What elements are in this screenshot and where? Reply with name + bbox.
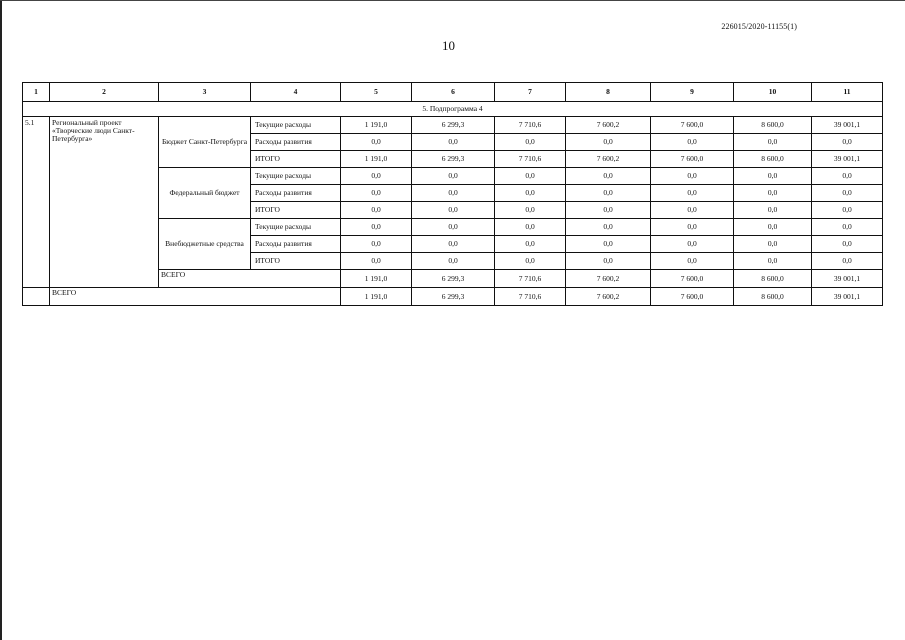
value-cell: 0,0 bbox=[412, 219, 495, 236]
value-cell: 0,0 bbox=[341, 219, 412, 236]
value-cell: 8 600,0 bbox=[734, 288, 812, 306]
value-cell: 0,0 bbox=[812, 219, 883, 236]
page-number: 10 bbox=[442, 38, 455, 53]
value-cell: 0,0 bbox=[495, 168, 566, 185]
column-header: 4 bbox=[251, 83, 341, 102]
value-cell: 0,0 bbox=[412, 253, 495, 270]
value-cell: 0,0 bbox=[651, 219, 734, 236]
value-cell: 39 001,1 bbox=[812, 288, 883, 306]
value-cell: 0,0 bbox=[566, 134, 651, 151]
section-row bbox=[23, 102, 883, 117]
value-cell: 6 299,3 bbox=[412, 270, 495, 288]
value-cell: 6 299,3 bbox=[412, 151, 495, 168]
value-cell: 0,0 bbox=[651, 134, 734, 151]
value-cell: 0,0 bbox=[651, 185, 734, 202]
expense-type-label: Расходы развития bbox=[251, 236, 341, 253]
expense-type-label: Текущие расходы bbox=[251, 168, 341, 185]
value-cell: 0,0 bbox=[341, 253, 412, 270]
column-header: 11 bbox=[812, 83, 883, 102]
value-cell: 0,0 bbox=[412, 185, 495, 202]
column-header: 8 bbox=[566, 83, 651, 102]
value-cell: 7 710,6 bbox=[495, 288, 566, 306]
value-cell: 0,0 bbox=[495, 185, 566, 202]
expense-type-label: ИТОГО bbox=[251, 151, 341, 168]
value-cell: 0,0 bbox=[566, 236, 651, 253]
column-header: 7 bbox=[495, 83, 566, 102]
value-cell: 7 600,0 bbox=[651, 117, 734, 134]
project-total-label: ВСЕГО bbox=[159, 270, 341, 288]
value-cell: 0,0 bbox=[341, 236, 412, 253]
value-cell: 0,0 bbox=[412, 236, 495, 253]
budget-table bbox=[22, 82, 883, 306]
value-cell: 8 600,0 bbox=[734, 270, 812, 288]
value-cell: 8 600,0 bbox=[734, 151, 812, 168]
value-cell: 0,0 bbox=[566, 168, 651, 185]
expense-type-label: Текущие расходы bbox=[251, 219, 341, 236]
value-cell: 39 001,1 bbox=[812, 270, 883, 288]
value-cell: 0,0 bbox=[495, 202, 566, 219]
value-cell: 0,0 bbox=[734, 168, 812, 185]
value-cell: 7 600,0 bbox=[651, 270, 734, 288]
expense-type-label: Расходы развития bbox=[251, 185, 341, 202]
value-cell: 7 710,6 bbox=[495, 117, 566, 134]
column-header: 3 bbox=[159, 83, 251, 102]
value-cell: 7 710,6 bbox=[495, 151, 566, 168]
value-cell: 0,0 bbox=[495, 134, 566, 151]
column-header: 10 bbox=[734, 83, 812, 102]
row-code: 5.1 bbox=[23, 117, 50, 288]
value-cell: 7 600,2 bbox=[566, 270, 651, 288]
value-cell: 0,0 bbox=[341, 202, 412, 219]
value-cell: 0,0 bbox=[566, 202, 651, 219]
value-cell: 0,0 bbox=[341, 185, 412, 202]
grand-total-row bbox=[23, 288, 883, 306]
expense-type-label: Текущие расходы bbox=[251, 117, 341, 134]
value-cell: 0,0 bbox=[495, 236, 566, 253]
value-cell: 0,0 bbox=[734, 134, 812, 151]
value-cell: 1 191,0 bbox=[341, 270, 412, 288]
value-cell: 7 600,2 bbox=[566, 151, 651, 168]
value-cell: 0,0 bbox=[651, 253, 734, 270]
document-number: 226015/2020-11155(1) bbox=[721, 22, 797, 31]
value-cell: 7 600,2 bbox=[566, 117, 651, 134]
expense-type-label: Расходы развития bbox=[251, 134, 341, 151]
value-cell: 0,0 bbox=[812, 202, 883, 219]
value-cell: 0,0 bbox=[341, 168, 412, 185]
value-cell: 0,0 bbox=[495, 253, 566, 270]
value-cell: 7 600,0 bbox=[651, 288, 734, 306]
value-cell: 0,0 bbox=[651, 236, 734, 253]
value-cell: 0,0 bbox=[812, 185, 883, 202]
value-cell: 1 191,0 bbox=[341, 151, 412, 168]
section-title: 5. Подпрограмма 4 bbox=[23, 102, 883, 117]
value-cell: 0,0 bbox=[412, 202, 495, 219]
funding-source-name: Федеральный бюджет bbox=[159, 168, 251, 219]
column-header: 6 bbox=[412, 83, 495, 102]
value-cell: 0,0 bbox=[412, 168, 495, 185]
value-cell: 0,0 bbox=[566, 219, 651, 236]
value-cell: 0,0 bbox=[341, 134, 412, 151]
value-cell: 0,0 bbox=[734, 219, 812, 236]
value-cell: 6 299,3 bbox=[412, 288, 495, 306]
table-row bbox=[23, 117, 883, 134]
value-cell: 0,0 bbox=[734, 185, 812, 202]
page-left-edge bbox=[0, 0, 2, 640]
value-cell: 0,0 bbox=[812, 134, 883, 151]
value-cell: 0,0 bbox=[566, 185, 651, 202]
value-cell: 7 600,2 bbox=[566, 288, 651, 306]
column-header: 2 bbox=[50, 83, 159, 102]
value-cell: 7 600,0 bbox=[651, 151, 734, 168]
column-header: 9 bbox=[651, 83, 734, 102]
page-top-edge bbox=[0, 0, 905, 1]
value-cell: 0,0 bbox=[812, 168, 883, 185]
value-cell: 0,0 bbox=[651, 168, 734, 185]
value-cell: 1 191,0 bbox=[341, 117, 412, 134]
value-cell: 0,0 bbox=[566, 253, 651, 270]
expense-type-label: ИТОГО bbox=[251, 202, 341, 219]
grand-total-label: ВСЕГО bbox=[50, 288, 341, 306]
value-cell: 0,0 bbox=[412, 134, 495, 151]
expense-type-label: ИТОГО bbox=[251, 253, 341, 270]
value-cell: 0,0 bbox=[734, 253, 812, 270]
column-header: 1 bbox=[23, 83, 50, 102]
value-cell: 0,0 bbox=[651, 202, 734, 219]
blank-cell bbox=[23, 288, 50, 306]
value-cell: 0,0 bbox=[812, 253, 883, 270]
column-number-row bbox=[23, 83, 883, 102]
value-cell: 0,0 bbox=[734, 236, 812, 253]
funding-source-name: Внебюджетные средства bbox=[159, 219, 251, 270]
value-cell: 39 001,1 bbox=[812, 117, 883, 134]
value-cell: 0,0 bbox=[812, 236, 883, 253]
value-cell: 8 600,0 bbox=[734, 117, 812, 134]
project-name: Региональный проект «Творческие люди Санкт-Петербурга» bbox=[50, 117, 159, 288]
funding-source-name: Бюджет Санкт-Петербурга bbox=[159, 117, 251, 168]
value-cell: 7 710,6 bbox=[495, 270, 566, 288]
value-cell: 0,0 bbox=[734, 202, 812, 219]
value-cell: 39 001,1 bbox=[812, 151, 883, 168]
value-cell: 0,0 bbox=[495, 219, 566, 236]
value-cell: 6 299,3 bbox=[412, 117, 495, 134]
column-header: 5 bbox=[341, 83, 412, 102]
value-cell: 1 191,0 bbox=[341, 288, 412, 306]
